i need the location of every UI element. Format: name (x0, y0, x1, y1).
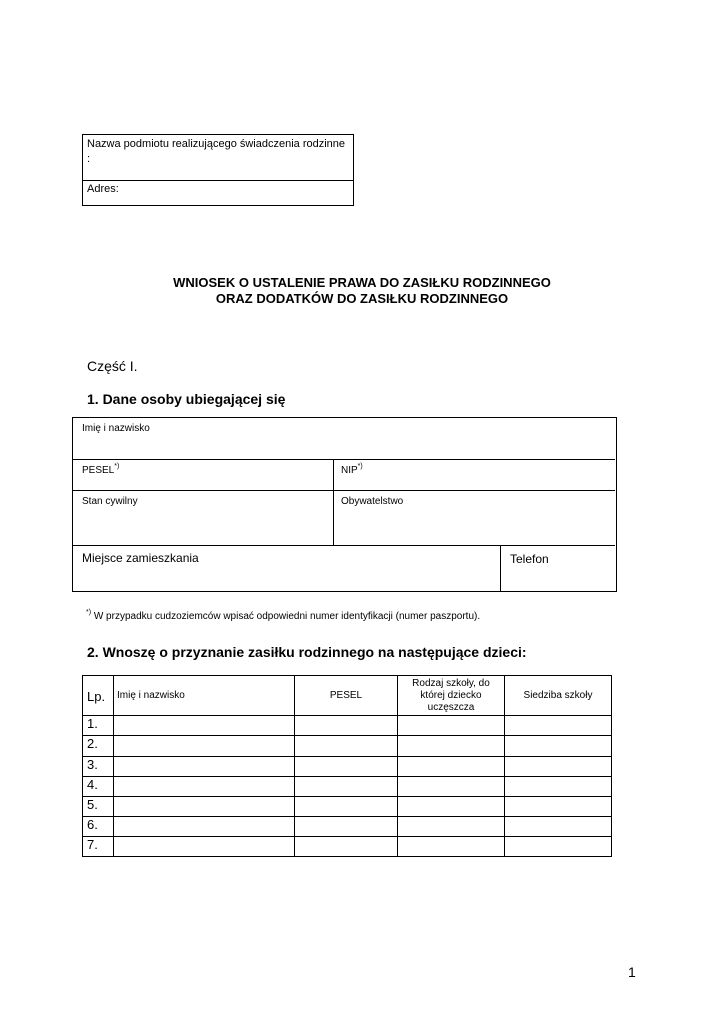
row-divider (83, 776, 611, 777)
divider (500, 545, 501, 591)
part2-heading: 2. Wnoszę o przyznanie zasiłku rodzinnego na następujące dzieci: (87, 644, 527, 660)
row-divider (83, 735, 611, 736)
column-header-school-type: Rodzaj szkoły, do której dziecko uczęszcza (412, 678, 490, 713)
divider (397, 676, 398, 856)
divider (83, 180, 353, 181)
document-title (0, 275, 724, 307)
row-number: 5. (87, 797, 98, 812)
divider (294, 676, 295, 856)
citizenship-field-label: Obywatelstwo (341, 496, 404, 507)
column-header-school-seat: Siedziba szkoły (523, 690, 593, 701)
row-divider (83, 796, 611, 797)
name-field-label: Imię i nazwisko (82, 423, 150, 434)
column-header-lp: Lp. (87, 689, 106, 704)
divider (73, 490, 615, 491)
pesel-footnote-marker: *) (114, 463, 120, 470)
divider (333, 459, 334, 491)
footnote (86, 611, 480, 622)
row-number: 2. (87, 736, 98, 751)
divider (113, 676, 114, 856)
row-number: 3. (87, 757, 98, 772)
issuer-box (82, 134, 354, 206)
pesel-field-label (82, 465, 119, 476)
children-table (82, 675, 612, 857)
issuer-address-label: Adres: (87, 183, 119, 195)
row-divider (83, 816, 611, 817)
column-header-pesel: PESEL (329, 690, 363, 701)
row-number: 1. (87, 716, 98, 731)
row-number: 7. (87, 837, 98, 852)
row-divider (83, 756, 611, 757)
divider (73, 545, 615, 546)
page-number: 1 (628, 964, 636, 980)
marital-status-field-label: Stan cywilny (82, 496, 138, 507)
divider (333, 490, 334, 546)
issuer-name-label: Nazwa podmiotu realizującego świadczenia rodzinne : (87, 138, 346, 165)
nip-footnote-marker: *) (357, 463, 363, 470)
residence-field-label: Miejsce zamieszkania (82, 551, 199, 565)
footnote-text: W przypadku cudzoziemców wpisać odpowiedni numer identyfikacji (numer paszportu). (91, 611, 481, 622)
footnote-marker: *) (86, 609, 92, 616)
column-header-name: Imię i nazwisko (117, 690, 185, 701)
nip-label-text: NIP (341, 465, 358, 476)
nip-field-label (341, 465, 363, 476)
pesel-label-text: PESEL (82, 465, 115, 476)
applicant-data-table (72, 417, 617, 592)
divider (73, 459, 615, 460)
row-number: 6. (87, 817, 98, 832)
section-heading: Część I. (87, 358, 138, 374)
divider (504, 676, 505, 856)
title-line-2: ORAZ DODATKÓW DO ZASIŁKU RODZINNEGO (215, 291, 509, 306)
row-divider (83, 836, 611, 837)
row-divider (83, 715, 611, 716)
part1-heading: 1. Dane osoby ubiegającej się (87, 391, 286, 407)
title-line-1: WNIOSEK O USTALENIE PRAWA DO ZASIŁKU RODZINNEGO (173, 275, 551, 290)
phone-field-label: Telefon (510, 552, 549, 566)
row-number: 4. (87, 777, 98, 792)
